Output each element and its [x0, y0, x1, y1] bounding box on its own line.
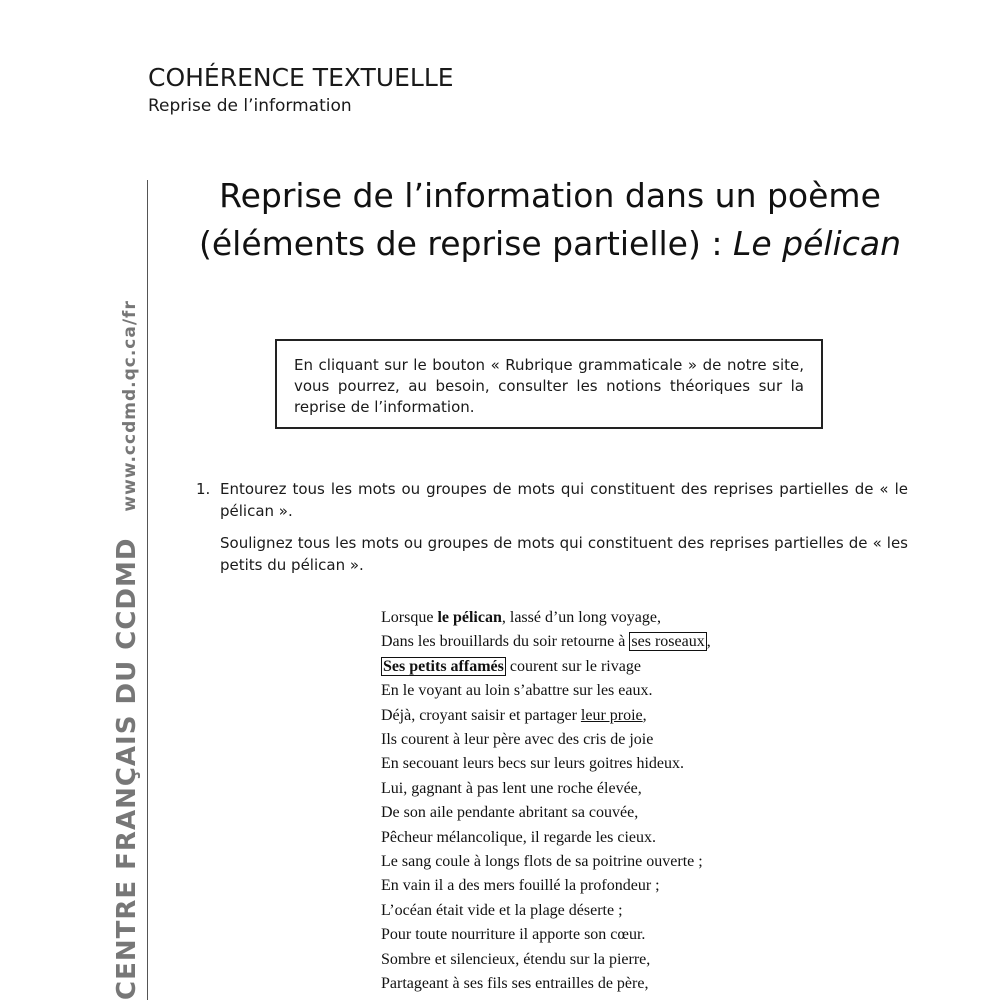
poem-text: Déjà, croyant saisir et partager — [381, 706, 581, 724]
margin-rule — [147, 180, 148, 1000]
poem-bold-subject: le pélican — [437, 609, 502, 626]
page-title-line-1: Reprise de l’information dans un poème — [219, 176, 881, 215]
instruction-circle: Entourez tous les mots ou groupes de mots qui constituent des reprises partielles de « le pélican ». — [220, 480, 908, 520]
side-branding — [112, 300, 142, 1000]
page-title — [150, 172, 950, 268]
poem-circled-word: Ses petits affamés — [383, 657, 504, 675]
poem-underlined-word: leur proie — [580, 706, 643, 724]
poem-text: Dans les brouillards du soir retourne à — [381, 633, 630, 651]
poem-line: En le voyant au loin s’abattre sur les eaux. — [381, 682, 653, 700]
poem-line: Sombre et silencieux, étendu sur la pierre, — [381, 950, 651, 968]
poem-line: L’océan était vide et la plage déserte ; — [381, 901, 623, 919]
poem — [381, 606, 711, 997]
poem-line: De son aile pendante abritant sa couvée, — [381, 804, 639, 822]
poem-line — [381, 606, 711, 630]
exercise-instructions — [196, 478, 908, 586]
document-header — [148, 62, 454, 118]
note-box: En cliquant sur le bouton « Rubrique grammaticale » de notre site, vous pourrez, au besoin, consulter les notions théoriques sur la reprise de l’information. — [275, 339, 823, 429]
poem-line: Pêcheur mélancolique, il regarde les cieux. — [381, 828, 656, 846]
poem-circled-word: ses roseaux — [631, 633, 705, 651]
side-url-text: www.ccdmd.qc.ca/fr — [120, 300, 140, 512]
poem-line — [381, 630, 711, 654]
poem-line — [381, 704, 711, 728]
exercise-number: 1. — [196, 480, 211, 498]
poem-line: Le sang coule à longs flots de sa poitrine ouverte ; — [381, 853, 703, 871]
page-title-line-2 — [150, 220, 950, 268]
poem-line: Ils courent à leur père avec des cris de joie — [381, 731, 654, 749]
page-title-italic: Le pélican — [732, 224, 901, 263]
poem-line: Lui, gagnant à pas lent une roche élevée, — [381, 779, 642, 797]
poem-line: Partageant à ses fils ses entrailles de père, — [381, 975, 649, 993]
poem-line — [381, 655, 711, 679]
poem-text: Lorsque — [381, 609, 438, 626]
poem-line: Pour toute nourriture il apporte son cœur. — [381, 926, 646, 944]
poem-text: courent sur le rivage — [505, 657, 641, 675]
section-title: COHÉRENCE TEXTUELLE — [148, 63, 454, 92]
instruction-underline: Soulignez tous les mots ou groupes de mots qui constituent des reprises partielles de « les petits du pélican ». — [220, 534, 908, 574]
page-title-prefix: (éléments de reprise partielle) : — [199, 224, 733, 263]
poem-line: En secouant leurs becs sur leurs goitres hideux. — [381, 755, 685, 773]
poem-text: , — [706, 633, 711, 651]
poem-text: , — [642, 706, 647, 724]
section-subtitle: Reprise de l’information — [148, 96, 352, 116]
poem-line: En vain il a des mers fouillé la profondeur ; — [381, 877, 660, 895]
poem-text: , lassé d’un long voyage, — [501, 609, 661, 626]
side-brand-text: CENTRE FRANÇAIS DU CCDMD — [112, 537, 142, 1000]
